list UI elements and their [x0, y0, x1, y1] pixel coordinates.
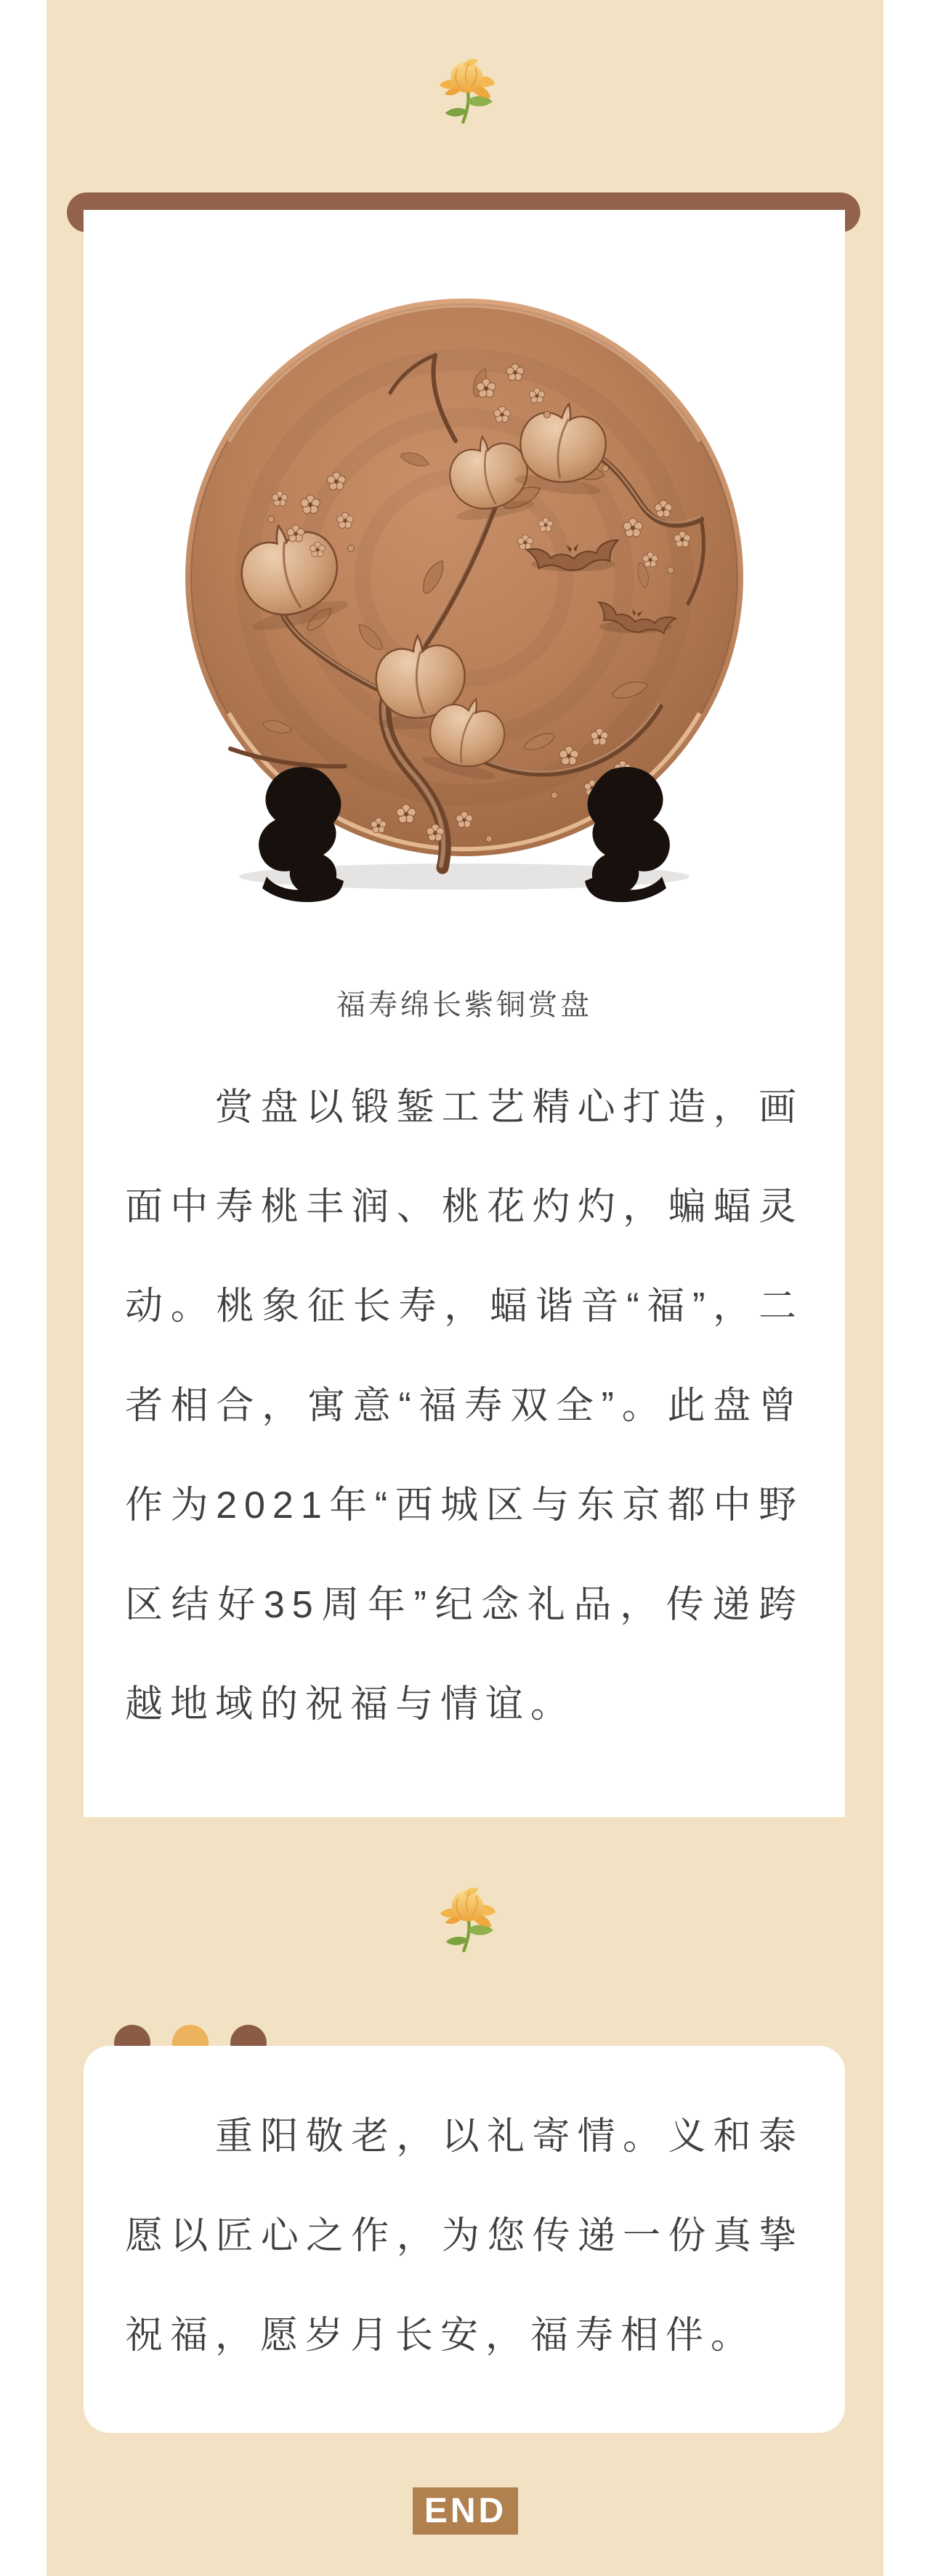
- chrysanthemum-icon: [433, 58, 497, 129]
- intro-paragraph: 赏盘以锻錾工艺精心打造，画面中寿桃丰润、桃花灼灼，蝙蝠灵动。桃象征长寿，蝠谐音“福”，二者相合，寓意“福寿双全”。此盘曾作为2021年“西城区与东京都中野区结好35周年”纪念礼品，传递跨越地域的祝福与情谊。: [125, 1086, 804, 1726]
- quote-card: [84, 2046, 845, 2433]
- end-badge: [413, 2487, 518, 2535]
- plate-photo[interactable]: [162, 287, 767, 944]
- chrysanthemum-icon: [434, 1887, 498, 1957]
- article-card: [84, 210, 845, 1817]
- end-label: END: [424, 2492, 507, 2530]
- photo-caption: 福寿绵长紫铜赏盘: [336, 989, 592, 1021]
- closing-paragraph: 重阳敬老，以礼寄情。义和泰愿以匠心之作，为您传递一份真挚祝福，愿岁月长安，福寿相伴。: [125, 2116, 804, 2357]
